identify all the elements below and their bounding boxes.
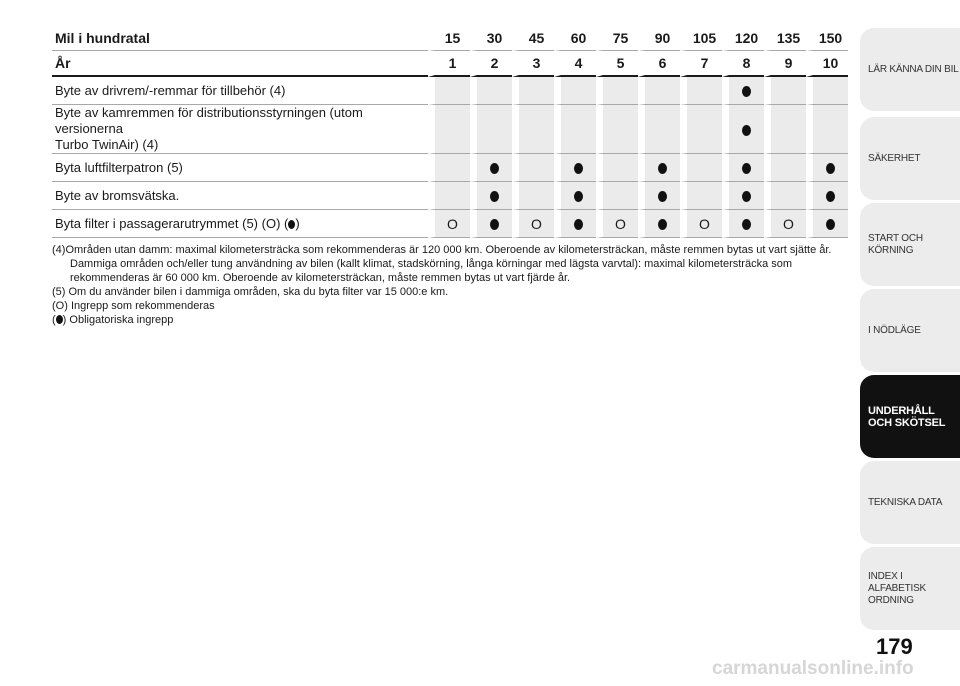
schedule-cell	[512, 154, 554, 182]
filled-dot-icon	[742, 86, 751, 97]
year-header-row	[52, 51, 848, 77]
schedule-cell	[470, 105, 512, 154]
schedule-cell	[554, 105, 596, 154]
row-label: Byte av bromsvätska.	[52, 182, 428, 210]
mileage-cell: 105	[680, 26, 722, 51]
row-label: Byta luftfilterpatron (5)	[52, 154, 428, 182]
schedule-cell	[764, 154, 806, 182]
schedule-cell	[512, 105, 554, 154]
filled-dot-icon	[56, 315, 63, 324]
schedule-cell	[470, 182, 512, 210]
schedule-cell	[764, 182, 806, 210]
footnotes	[52, 243, 848, 327]
schedule-cell	[512, 210, 554, 238]
mileage-cell: 15	[428, 26, 470, 51]
schedule-cell	[596, 182, 638, 210]
filled-dot-icon	[742, 219, 751, 230]
mileage-cell: 150	[806, 26, 848, 51]
schedule-cell	[806, 154, 848, 182]
year-header-label: År	[52, 51, 428, 77]
row-label: Byta filter i passagerarutrymmet (5) (O) ( )	[52, 210, 428, 238]
table-row	[52, 210, 848, 238]
mileage-cell: 75	[596, 26, 638, 51]
year-cell: 5	[596, 51, 638, 77]
filled-dot-icon	[574, 163, 583, 174]
schedule-cell	[470, 210, 512, 238]
filled-dot-icon	[742, 125, 751, 136]
tab-section[interactable]: UNDERHÅLL OCH SKÖTSEL	[860, 375, 960, 458]
maintenance-schedule	[52, 26, 848, 327]
mileage-cell: 135	[764, 26, 806, 51]
tab-section[interactable]: START OCH KÖRNING	[860, 203, 960, 286]
footnote-5: (5) Om du använder bilen i dammiga områden, ska du byta filter var 15 000:e km.	[52, 286, 449, 298]
schedule-cell	[596, 210, 638, 238]
table-row	[52, 154, 848, 182]
tab-section[interactable]: LÄR KÄNNA DIN BIL	[860, 28, 960, 111]
filled-dot-icon	[658, 163, 667, 174]
watermark: carmanualsonline.info	[712, 658, 914, 679]
schedule-cell	[806, 105, 848, 154]
year-cell: 2	[470, 51, 512, 77]
schedule-cell	[470, 154, 512, 182]
table-row	[52, 105, 848, 154]
mileage-cell: 45	[512, 26, 554, 51]
mileage-cell: 90	[638, 26, 680, 51]
filled-dot-icon	[826, 163, 835, 174]
filled-dot-icon	[574, 191, 583, 202]
schedule-cell	[722, 182, 764, 210]
footnote-4-line3: rekommenderas är 60 000 km. Oberoende av kilometersträckan, måste remmen bytas ut vart fjärde år.	[70, 272, 571, 284]
year-cell: 9	[764, 51, 806, 77]
year-cell: 8	[722, 51, 764, 77]
footnote-4: (4) Områden utan damm: maximal kilometersträcka som rekommenderas är 120 000 km. Oberoende av kilometersträckan, måste remmen bytas ut vart sjätte år.	[52, 244, 832, 256]
recommended-mark: O	[531, 216, 542, 233]
year-cell: 4	[554, 51, 596, 77]
schedule-cell	[596, 77, 638, 105]
row-label: Byte av kamremmen för distributionsstyrningen (utom versionerna Turbo TwinAir) (4)	[52, 105, 428, 154]
filled-dot-icon	[742, 191, 751, 202]
year-cell: 7	[680, 51, 722, 77]
filled-dot-icon	[826, 191, 835, 202]
schedule-cell	[428, 105, 470, 154]
schedule-cell	[806, 77, 848, 105]
mileage-cell: 120	[722, 26, 764, 51]
filled-dot-icon	[490, 219, 499, 230]
schedule-cell	[680, 154, 722, 182]
tab-section[interactable]: INDEX I ALFABETISK ORDNING	[860, 547, 960, 630]
schedule-cell	[722, 210, 764, 238]
mileage-cell: 30	[470, 26, 512, 51]
schedule-cell	[680, 105, 722, 154]
schedule-cell	[596, 154, 638, 182]
year-cell: 1	[428, 51, 470, 77]
filled-dot-icon	[574, 219, 583, 230]
schedule-cell	[638, 182, 680, 210]
filled-dot-icon	[826, 219, 835, 230]
schedule-cell	[722, 154, 764, 182]
schedule-cell	[764, 210, 806, 238]
recommended-mark: O	[699, 216, 710, 233]
schedule-cell	[764, 105, 806, 154]
schedule-cell	[596, 105, 638, 154]
schedule-table	[52, 26, 848, 238]
schedule-cell	[512, 77, 554, 105]
page-number: 179	[876, 634, 913, 659]
schedule-cell	[554, 77, 596, 105]
schedule-cell	[806, 182, 848, 210]
mileage-cell: 60	[554, 26, 596, 51]
recommended-mark: O	[615, 216, 626, 233]
schedule-cell	[764, 77, 806, 105]
schedule-cell	[428, 182, 470, 210]
schedule-cell	[428, 210, 470, 238]
schedule-cell	[722, 105, 764, 154]
mileage-header-row	[52, 26, 848, 51]
schedule-cell	[554, 210, 596, 238]
filled-dot-icon	[742, 163, 751, 174]
schedule-cell	[638, 210, 680, 238]
tab-section[interactable]: I NÖDLÄGE	[860, 289, 960, 372]
schedule-cell	[638, 105, 680, 154]
mileage-header-label: Mil i hundratal	[52, 26, 428, 51]
year-cell: 10	[806, 51, 848, 77]
row-label: Byte av drivrem/-remmar för tillbehör (4)	[52, 77, 428, 105]
filled-dot-icon	[490, 191, 499, 202]
filled-dot-icon	[658, 191, 667, 202]
tab-section[interactable]: TEKNISKA DATA	[860, 461, 960, 544]
schedule-cell	[680, 182, 722, 210]
schedule-cell	[428, 77, 470, 105]
schedule-cell	[554, 182, 596, 210]
recommended-mark: O	[783, 216, 794, 233]
schedule-cell	[638, 77, 680, 105]
recommended-mark: O	[447, 216, 458, 233]
footnote-4-line2: Dammiga områden och/eller tung användning av bilen (kallt klimat, stadskörning, långa körningar med lägsta varvtal): maximal kilometersträcka som	[70, 258, 793, 270]
year-cell: 3	[512, 51, 554, 77]
filled-dot-icon	[658, 219, 667, 230]
filled-dot-icon	[490, 163, 499, 174]
schedule-cell	[512, 182, 554, 210]
table-row	[52, 182, 848, 210]
tab-section[interactable]: SÄKERHET	[860, 117, 960, 200]
schedule-cell	[554, 154, 596, 182]
footnote-recommended: (O) Ingrepp som rekommenderas	[52, 300, 215, 312]
schedule-cell	[638, 154, 680, 182]
schedule-cell	[428, 154, 470, 182]
schedule-cell	[680, 210, 722, 238]
schedule-cell	[722, 77, 764, 105]
footnote-mandatory: ( ) Obligatoriska ingrepp	[52, 314, 174, 326]
schedule-cell	[680, 77, 722, 105]
schedule-cell	[806, 210, 848, 238]
year-cell: 6	[638, 51, 680, 77]
table-row	[52, 77, 848, 105]
schedule-cell	[470, 77, 512, 105]
